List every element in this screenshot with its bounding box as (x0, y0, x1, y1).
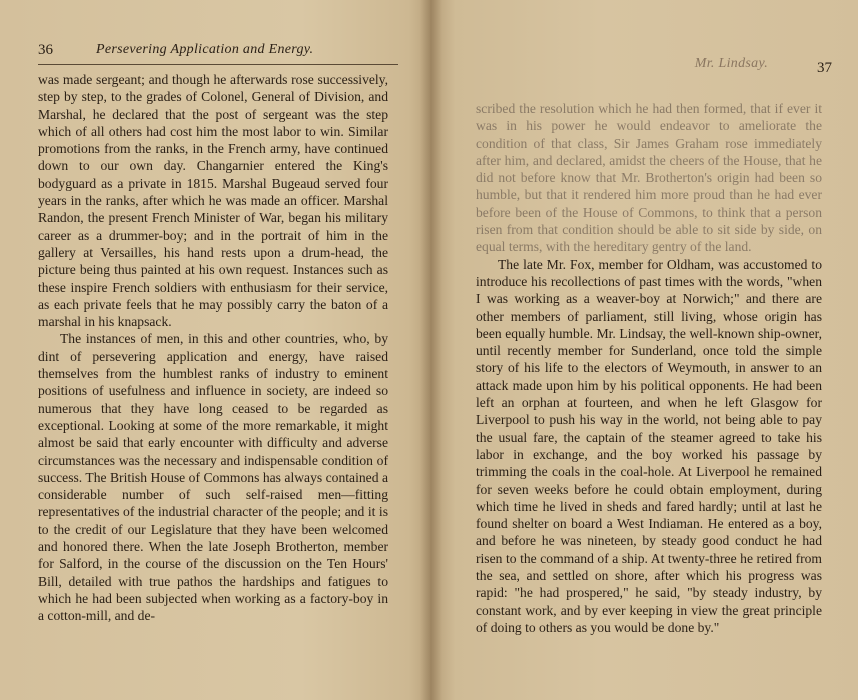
right-page-header (476, 42, 838, 76)
book-gutter (420, 0, 442, 700)
right-page (430, 0, 858, 700)
right-page-body (476, 100, 822, 636)
paragraph: scribed the resolution which he had then formed, that if ever it was in his power he would endeavor to ameliorate the condition of that class, Sir James Graham rose immediately after him, and declared, amidst the cheers of the House, that he did not before know that Mr. Brotherton's origin had been so humble, but that it rendered him more proud than he had ever before been of the House of Commons, to think that a person risen from that condition should be able to sit side by side, on equal terms, with the hereditary gentry of the land. (476, 101, 822, 255)
paragraph: The late Mr. Fox, member for Oldham, was accustomed to introduce his recollections of past times with the words, "when I was working as a weaver-boy at Norwich;" and there are other members of parliament, still living, whose origin has been equally humble. Mr. Lindsay, the well-known ship-owner, until recently member for Sunderland, once told the simple story of his life to the electors of Weymouth, in answer to an attack made upon him by his political opponents. He had been left an orphan at fourteen, and when he left Glasgow for Liverpool to push his way in the world, not being able to pay the usual fare, the captain of the steamer agreed to take his labor in exchange, and the boy worked his passage by trimming the coals in the coal-hole. At Liverpool he remained for seven weeks before he could obtain employment, during which time he lived in sheds and fared hardly; until at last he found shelter on board a West Indiaman. He entered as a boy, and before he was nineteen, by steady good conduct he had risen to the command of a ship. At twenty-three he retired from the sea, and settled on shore, after which his progress was rapid: "he had prospered," he said, "by steady industry, by constant work, and by ever keeping in view the great principle of doing to others as you would be done by." (476, 256, 822, 635)
left-page-body (38, 71, 388, 625)
right-running-head: Mr. Lindsay. (694, 56, 768, 71)
paragraph: was made sergeant; and though he afterwards rose successively, step by step, to the grades of Colonel, General of Division, and Marshal, he declared that the post of sergeant was the step which of all others had cost him the most labor to win. Similar promotions from the ranks, in the French army, have continued down to our own day. Changarnier entered the King's bodyguard as a private in 1815. Marshal Bugeaud served four years in the ranks, after which he was made an officer. Marshal Randon, the present French Minister of War, began his military career as a drummer-boy; and in the portrait of him in the gallery at Versailles, his hand rests upon a drum-head, the picture being thus painted at his own request. Instances such as these inspire French soldiers with enthusiasm for their service, as each private feels that he may possibly carry the baton of a marshal in his knapsack. (38, 72, 388, 330)
paragraph: The instances of men, in this and other countries, who, by dint of persevering application and energy, have raised themselves from the humblest ranks of industry to eminent positions of usefulness and influence in society, are indeed so numerous that they have long ceased to be regarded as exceptional. Looking at some of the more remarkable, it might almost be said that early encounter with difficulty and adverse circumstances was the necessary and indispensable condition of success. The British House of Commons has always contained a considerable number of such self-raised men—fitting representatives of the industrial character of the people; and it is to the credit of our Legislature that they have been welcomed and honored there. When the late Joseph Brotherton, member for Salford, in the course of the discussion on the Ten Hours' Bill, detailed with true pathos the hardships and fatigues to which he had been subjected when working as a factory-boy in a cotton-mill, and de- (38, 331, 388, 624)
left-page-header (38, 42, 408, 62)
left-page-number: 36 (38, 42, 53, 58)
header-rule (38, 64, 398, 65)
right-page-number: 37 (817, 60, 832, 76)
left-running-head: Persevering Application and Energy. (96, 42, 314, 57)
